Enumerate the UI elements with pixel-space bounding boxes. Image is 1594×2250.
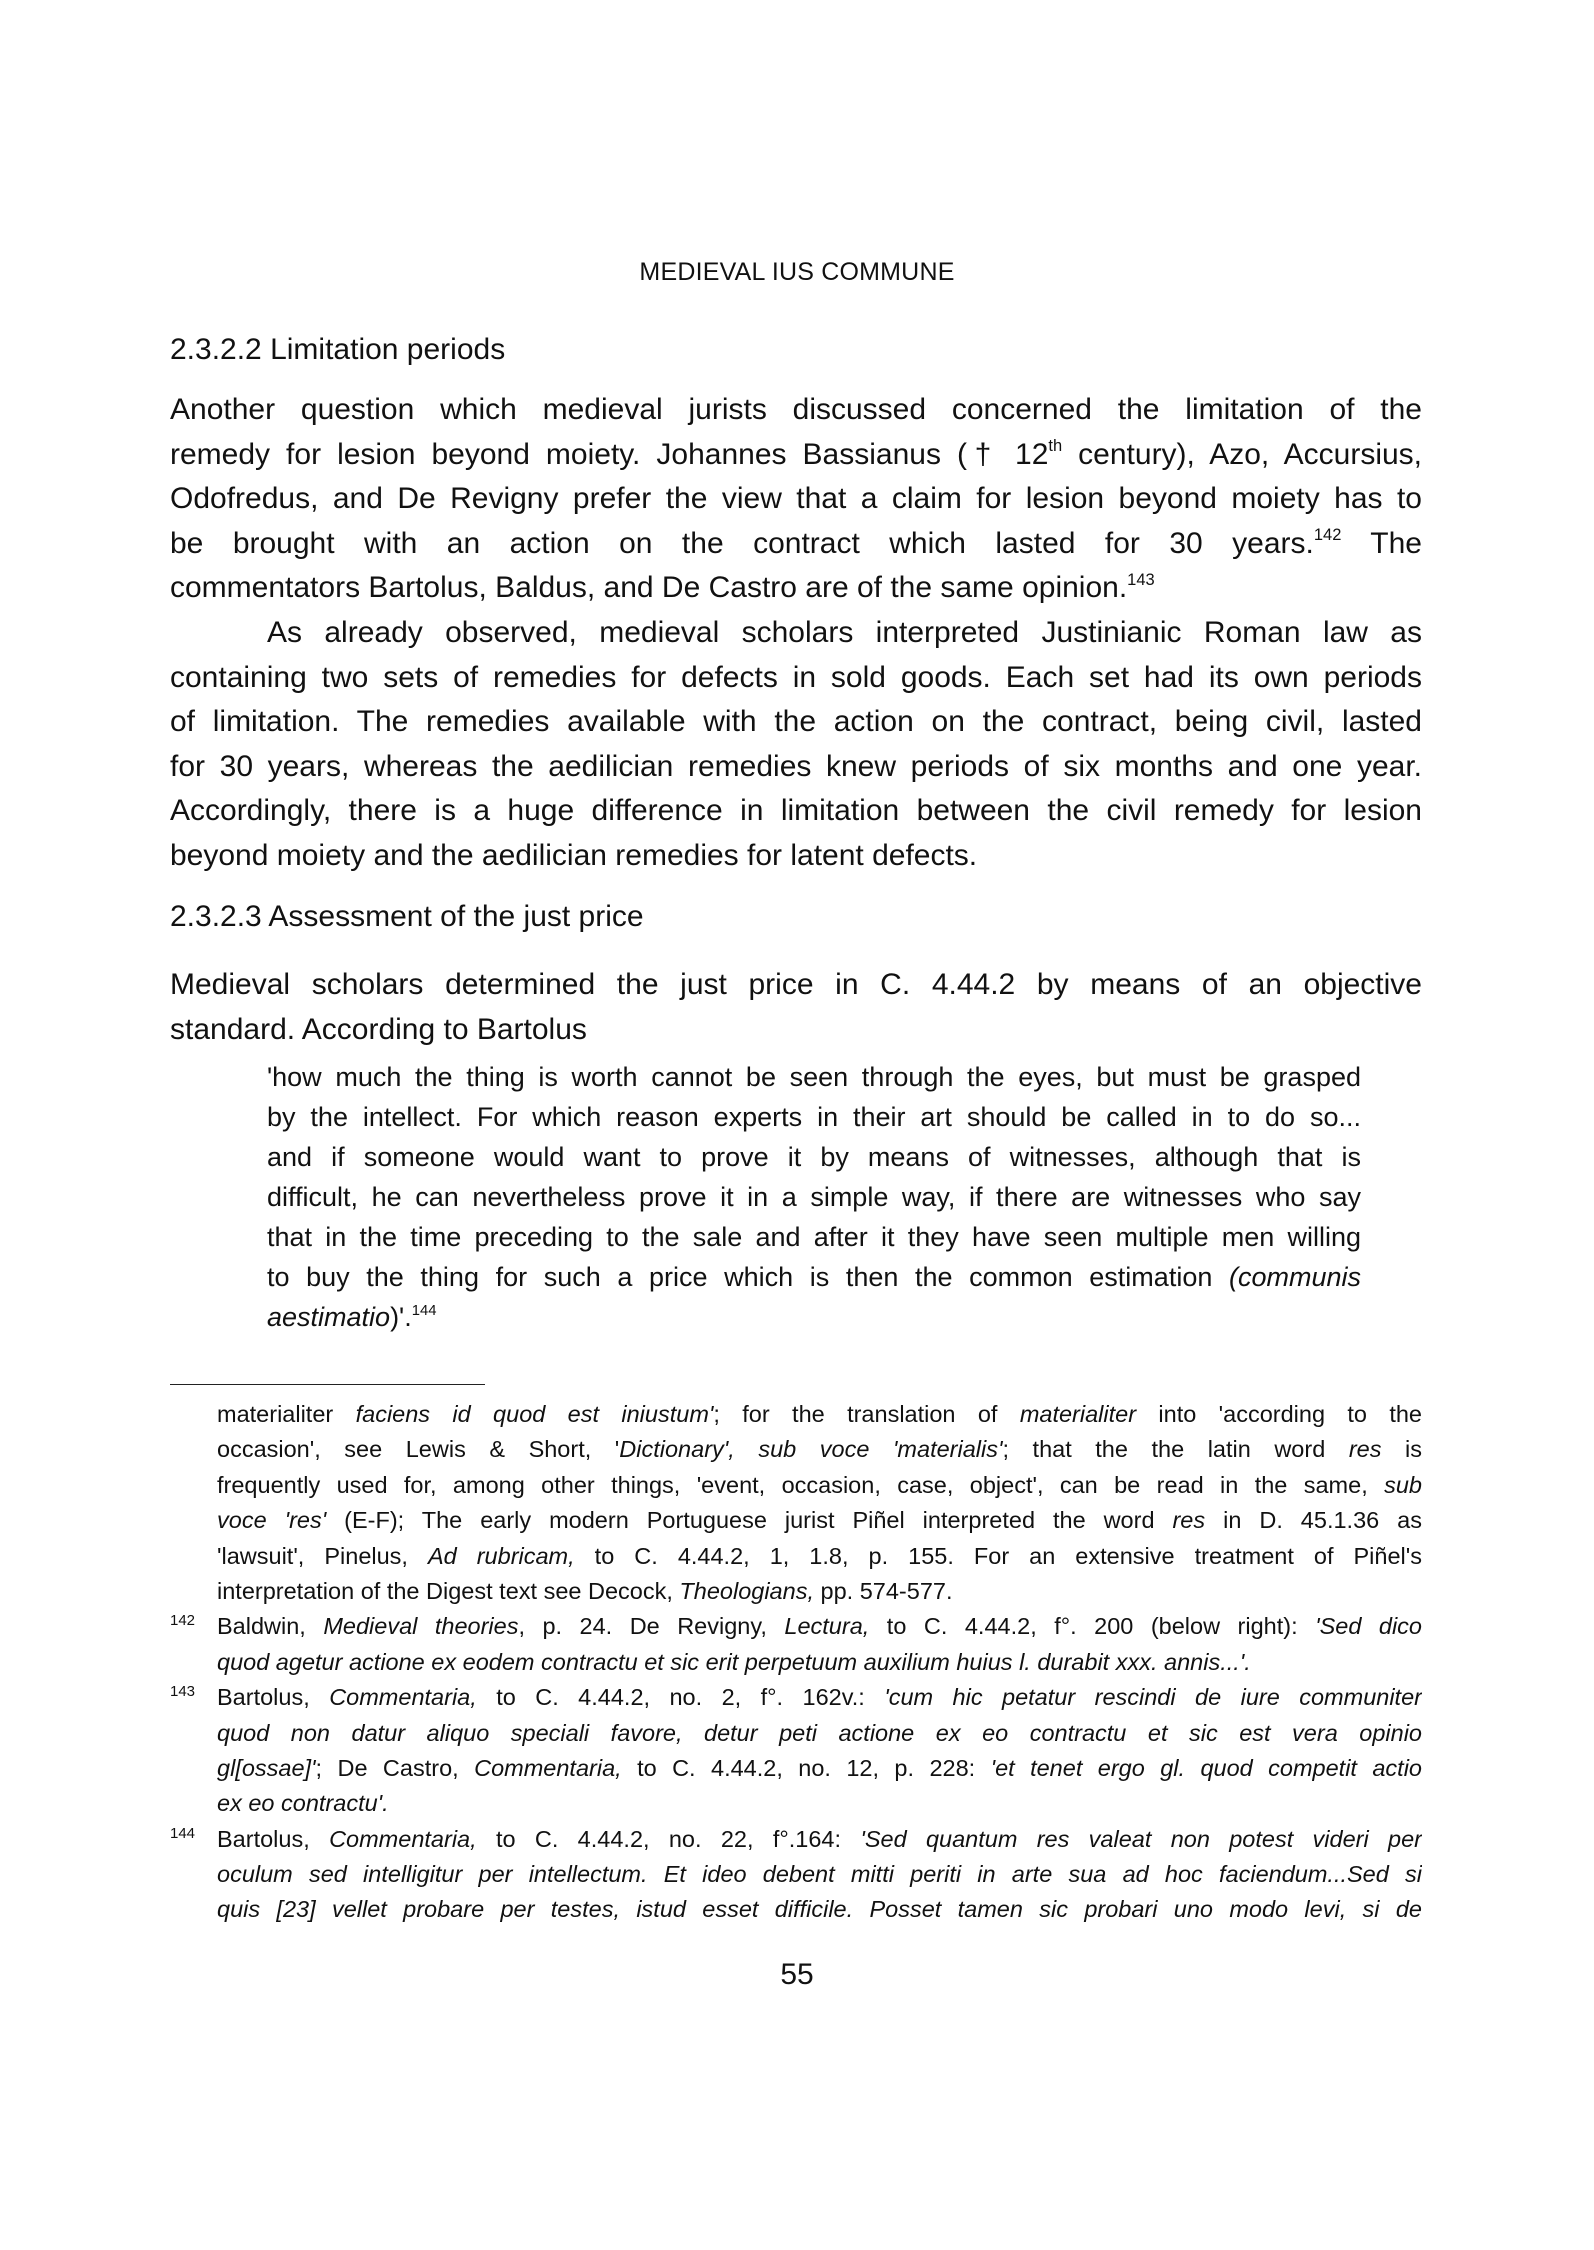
- section-heading-2323: 2.3.2.3 Assessment of the just price: [170, 900, 644, 933]
- footnote-reference: 142: [1313, 526, 1342, 545]
- text-run: 'et tenet ergo gl. quod competit actio: [990, 1754, 1422, 1781]
- text-run: As already observed, medieval scholars interpreted Justinianic Roman law as: [267, 616, 1422, 649]
- footnote-reference: 144: [411, 1302, 437, 1319]
- text-run: beyond moiety and the aedilician remedies for latent defects.: [170, 838, 978, 872]
- text-run: ; that the the latin word: [1002, 1436, 1349, 1463]
- text-run: to buy the thing for such a price which is then the common estimation: [267, 1262, 1229, 1292]
- footnote-line: [170, 1857, 1422, 1892]
- text-run: Dictionary', sub voce 'materialis': [619, 1436, 1003, 1463]
- text-run: Commentaria,: [329, 1684, 477, 1711]
- text-line: [170, 611, 1422, 656]
- text-run: quod non datur aliquo speciali favore, detur peti actione ex eo contractu et sic est vera opinio: [217, 1719, 1422, 1746]
- footnote-line: [170, 1397, 1422, 1432]
- text-run: materialiter: [1019, 1401, 1137, 1427]
- paragraph-just-price: [170, 963, 1422, 1052]
- text-line: [170, 656, 1422, 701]
- footnote-line: [170, 1892, 1422, 1927]
- text-run: voce 'res': [217, 1507, 327, 1534]
- text-run: remedy for lesion beyond moiety. Johannes Bassianus († 12: [170, 437, 1049, 471]
- text-run: containing two sets of remedies for defects in sold goods. Each set had its own periods: [170, 660, 1422, 694]
- text-run: Another question which medieval jurists discussed concerned the limitation of the: [170, 393, 1422, 426]
- text-run: res: [1172, 1507, 1206, 1534]
- text-run: difficult, he can nevertheless prove it in a simple way, if there are witnesses who say: [267, 1182, 1361, 1212]
- text-run: quis [23] vellet probare per testes, istud esset difficile. Posset tamen sic probari uno modo levi, si de: [217, 1896, 1422, 1923]
- text-run: to C. 4.44.2, no. 12, p. 228:: [621, 1754, 991, 1781]
- text-run: century), Azo, Accursius,: [1062, 437, 1422, 471]
- text-run: Commentaria,: [474, 1754, 622, 1781]
- text-run: frequently used for, among other things, 'event, occasion, case, object', can be read in the same,: [217, 1471, 1385, 1498]
- text-run: Lectura,: [784, 1613, 870, 1640]
- text-run: commentators Bartolus, Baldus, and De Castro are of the same opinion.: [170, 571, 1128, 605]
- text-run: 'Sed dico: [1315, 1613, 1422, 1640]
- text-run: (E-F); The early modern Portuguese jurist Piñel interpreted the word: [326, 1507, 1173, 1534]
- footnote-line: [170, 1645, 1422, 1680]
- paragraph-limitation-2: [170, 611, 1422, 879]
- section-heading-2322: 2.3.2.2 Limitation periods: [170, 333, 506, 366]
- text-run: by the intellect. For which reason experts in their art should be called in to do so...: [267, 1102, 1361, 1132]
- text-run: materialiter: [217, 1401, 356, 1427]
- footnote-line: [170, 1539, 1422, 1574]
- text-run: to C. 4.44.2, no. 22, f°.164:: [476, 1825, 861, 1852]
- text-run: )'.: [390, 1302, 412, 1332]
- text-run: faciens id quod est iniustum': [355, 1401, 714, 1427]
- text-line: [267, 1297, 1361, 1337]
- text-run: quod agetur actione ex eodem contractu et sic erit perpetuum auxilium huius l. durabit xxx. annis...'.: [217, 1648, 1251, 1675]
- text-run: to C. 4.44.2, no. 2, f°. 162v.:: [476, 1684, 885, 1711]
- text-run: and if someone would want to prove it by means of witnesses, although that is: [267, 1142, 1361, 1172]
- text-line: [170, 745, 1422, 790]
- text-line: [267, 1217, 1361, 1257]
- text-run: 'how much the thing is worth cannot be seen through the eyes, but must be grasped: [267, 1062, 1361, 1092]
- text-run: Bartolus,: [217, 1825, 330, 1852]
- text-line: [170, 834, 1422, 879]
- text-run: ex eo contractu'.: [217, 1790, 389, 1817]
- footnote-line: [170, 1609, 1422, 1644]
- text-run: Odofredus, and De Revigny prefer the view that a claim for lesion beyond moiety has to: [170, 482, 1422, 516]
- text-line: [170, 388, 1422, 433]
- text-run: ; De Castro,: [315, 1754, 475, 1781]
- footnote-line: [170, 1574, 1422, 1609]
- text-run: Medieval scholars determined the just price in C. 4.44.2 by means of an objective: [170, 968, 1422, 1001]
- text-run: standard. According to Bartolus: [170, 1012, 587, 1046]
- footnote-line: [170, 1503, 1422, 1538]
- text-run: interpretation of the Digest text see Decock,: [217, 1577, 680, 1604]
- text-line: [267, 1177, 1361, 1217]
- text-run: gl[ossae]': [217, 1754, 316, 1781]
- footnote-line: [170, 1786, 1422, 1821]
- text-line: [267, 1257, 1361, 1297]
- footnotes: [170, 1397, 1422, 1928]
- text-run: Baldwin,: [217, 1613, 324, 1640]
- text-run: into 'according to the: [1136, 1401, 1422, 1427]
- footnote-number: 142: [170, 1612, 196, 1630]
- text-line: [170, 1008, 1422, 1053]
- text-line: [267, 1137, 1361, 1177]
- text-run: oculum sed intelligitur per intellectum. Et ideo debent mitti periti in arte sua ad hoc faciendum...Sed si: [217, 1861, 1422, 1888]
- text-run: that in the time preceding to the sale and after it they have seen multiple men willing: [267, 1222, 1361, 1252]
- text-line: [170, 433, 1422, 478]
- text-run: Ad rubricam,: [427, 1542, 575, 1569]
- footnote-line: [170, 1822, 1422, 1857]
- text-line: [170, 477, 1422, 522]
- text-run: to C. 4.44.2, f°. 200 (below right):: [869, 1613, 1316, 1640]
- running-head: MEDIEVAL IUS COMMUNE: [639, 258, 955, 286]
- text-run: be brought with an action on the contract which lasted for 30 years.: [170, 526, 1314, 560]
- footnote-line: [170, 1432, 1422, 1467]
- footnote-line: [170, 1468, 1422, 1503]
- text-run: 'cum hic petatur rescindi de iure communiter: [884, 1684, 1422, 1711]
- footnote-line: [170, 1751, 1422, 1786]
- footnote-separator: [170, 1384, 485, 1385]
- footnote-number: 143: [170, 1683, 196, 1701]
- text-run: of limitation. The remedies available with the action on the contract, being civil, lasted: [170, 705, 1422, 739]
- text-run: , p. 24. De Revigny,: [518, 1613, 785, 1640]
- text-run: Theologians,: [679, 1577, 814, 1604]
- text-line: [170, 963, 1422, 1008]
- text-run: for 30 years, whereas the aedilician remedies knew periods of six months and one year.: [170, 749, 1422, 783]
- text-run: Commentaria,: [329, 1825, 477, 1852]
- footnote-reference: th: [1048, 437, 1063, 456]
- text-run: to C. 4.44.2, 1, 1.8, p. 155. For an extensive treatment of Piñel's: [574, 1542, 1422, 1569]
- text-line: [170, 566, 1422, 611]
- text-run: Accordingly, there is a huge difference in limitation between the civil remedy for lesion: [170, 794, 1422, 828]
- footnote-reference: 143: [1127, 571, 1155, 589]
- text-line: [267, 1057, 1361, 1097]
- text-run: (communis: [1228, 1262, 1361, 1292]
- text-line: [170, 700, 1422, 745]
- text-run: res: [1348, 1436, 1382, 1463]
- text-run: pp. 574-577.: [813, 1577, 953, 1604]
- text-run: Medieval theories: [323, 1613, 519, 1640]
- paragraph-limitation-1: [170, 388, 1422, 611]
- footnote-line: [170, 1680, 1422, 1715]
- text-run: 'lawsuit', Pinelus,: [217, 1542, 428, 1569]
- text-line: [170, 789, 1422, 834]
- text-run: in D. 45.1.36 as: [1205, 1507, 1422, 1534]
- text-run: Bartolus,: [217, 1684, 330, 1711]
- block-quote-bartolus: [267, 1057, 1361, 1337]
- text-line: [170, 522, 1422, 567]
- text-run: 'Sed quantum res valeat non potest videri per: [860, 1825, 1422, 1852]
- text-run: aestimatio: [267, 1302, 391, 1332]
- footnote-line: [170, 1716, 1422, 1751]
- text-run: sub: [1384, 1471, 1422, 1498]
- page-number: 55: [780, 1958, 814, 1991]
- footnote-number: 144: [170, 1824, 196, 1842]
- text-run: occasion', see Lewis & Short, ': [217, 1436, 620, 1463]
- text-line: [267, 1097, 1361, 1137]
- text-run: is: [1381, 1436, 1422, 1463]
- text-run: The: [1341, 526, 1422, 560]
- text-run: ; for the translation of: [713, 1401, 1020, 1427]
